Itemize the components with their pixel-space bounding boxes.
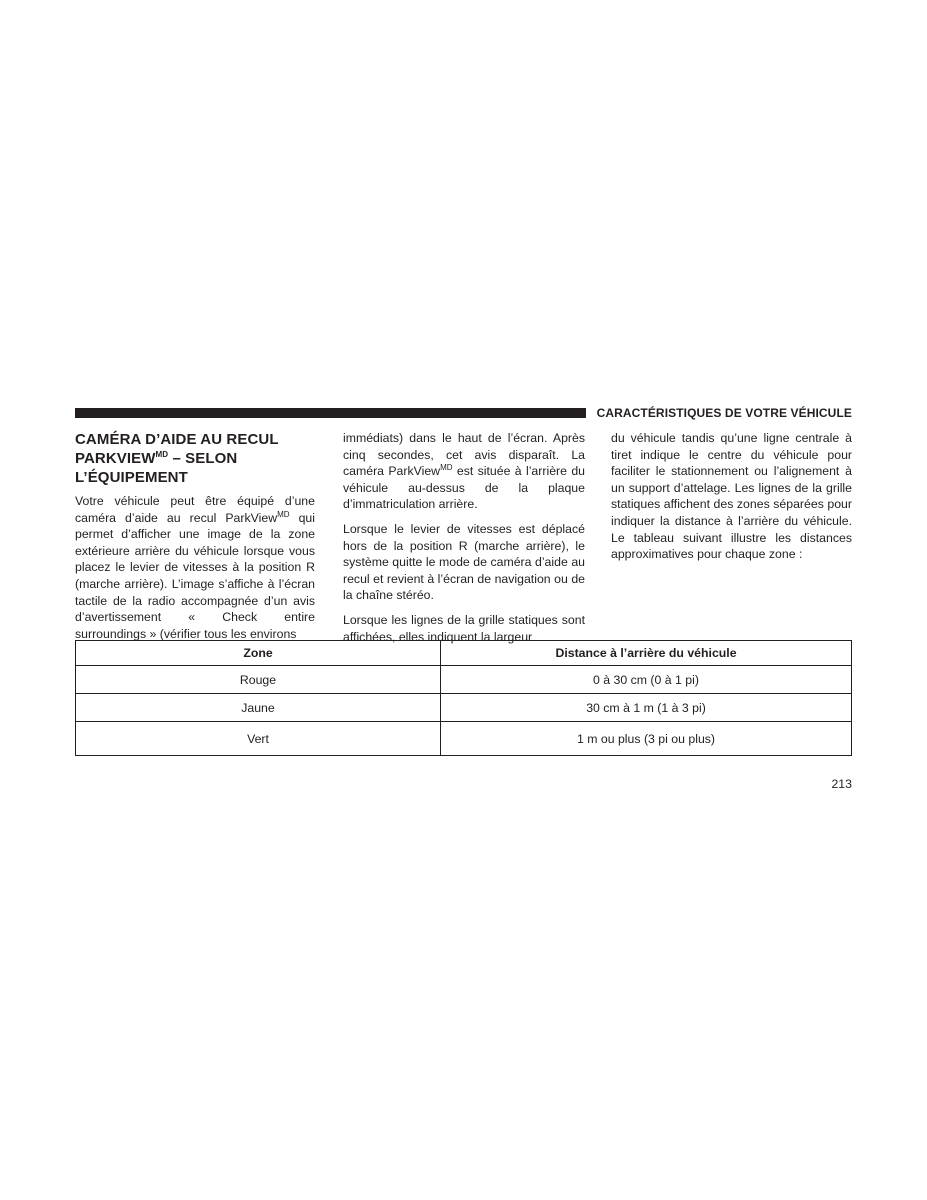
section-title: CARACTÉRISTIQUES DE VOTRE VÉHICULE [596, 406, 852, 420]
distance-table [75, 640, 852, 756]
paragraph-2: Lorsque le levier de vitesses est déplacé hors de la position R (marche arrière), le système quitte le mode de caméra d’aide au recul et revient à l’écran de navigation ou de la chaîne stéréo. [343, 521, 585, 603]
table-row [76, 694, 852, 722]
table-header-zone: Zone [76, 641, 441, 666]
paragraph-3-part-2: du véhicule tandis qu’une ligne centrale à tiret indique le centre du véhicule pour faciliter le stationnement ou l’alignement à un support d’attelage. Les lignes de la grille statiques affichent des zones séparées pour indiquer la distance à l’arrière du véhicule. Le tableau suivant illustre les distances approximatives pour chaque zone : [611, 431, 852, 562]
article-heading: CAMÉRA D’AIDE AU RECUL $PARKVIEW^{MD}$ – SELON L’ÉQUIPEMENT [75, 431, 279, 486]
paragraph-1-part-1: Votre véhicule peut être équipé d’une caméra d’aide au recul ParkView$^{MD}$ qui permet d’afficher une image de la zone extérieure arrière du véhicule lorsque vous placez le levier de vitesses à la position R (marche arrière). L’image s’affiche à l’écran tactile de la radio accompagnée d’un avis d’avertissement « Check entire surroundings » (vérifier tous les environs [75, 494, 315, 641]
text-column-3 [611, 430, 852, 563]
page-number: 213 [831, 777, 852, 791]
table-cell-zone: Jaune [76, 694, 441, 722]
paragraph-1-part-2: immédiats) dans le haut de l’écran. Après cinq secondes, cet avis disparaît. La caméra ParkView$^{MD}$ est située à l’arrière du véhicule au-dessus de la plaque d’immatriculation arrière. [343, 431, 585, 512]
table-cell-distance: 0 à 30 cm (0 à 1 pi) [441, 666, 852, 694]
paragraph-3-part-1: Lorsque les lignes de la grille statiques sont affichées, elles indiquent la largeur [343, 612, 585, 644]
table-header-row [76, 641, 852, 666]
table-row [76, 722, 852, 756]
table-cell-zone: Vert [76, 722, 441, 756]
table-cell-distance: 30 cm à 1 m (1 à 3 pi) [441, 694, 852, 722]
text-column-2 [343, 430, 585, 645]
section-header-bar [75, 408, 586, 418]
table-header-distance: Distance à l’arrière du véhicule [441, 641, 852, 666]
table-cell-distance: 1 m ou plus (3 pi ou plus) [441, 722, 852, 756]
table-cell-zone: Rouge [76, 666, 441, 694]
table-row [76, 666, 852, 694]
text-column-1 [75, 430, 315, 642]
